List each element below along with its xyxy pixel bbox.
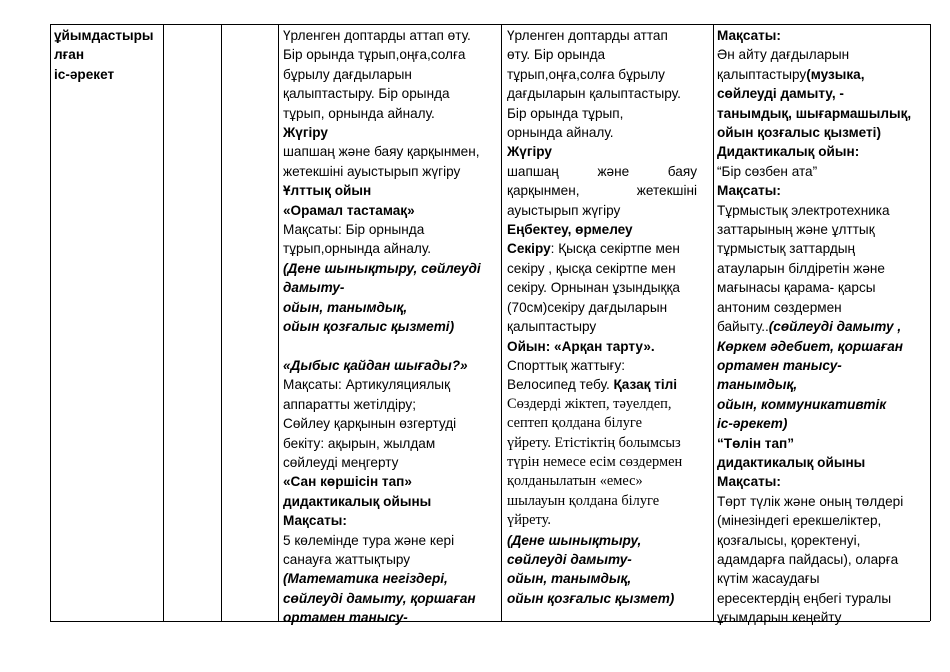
table-top-border [50,24,930,25]
text-line: “Бір сөзбен ата” [717,163,818,179]
text-line-bold-italic: Көркем әдебиет, қоршаған [717,338,903,354]
text-line: 5 көлемінде тура және кері [283,532,455,548]
day-plan-cell-1 [283,26,481,628]
text-line-bold-italic: дамыту- [283,280,345,296]
word: шапшаң [507,163,559,179]
text-line: тұрып, орнында айналу. [283,105,435,121]
text-line: тұрмыстық заттардың [717,241,856,257]
text-line: мағынасы қарама- қарсы [717,280,876,296]
text-line: санауға жаттықтыру [283,551,411,567]
text-line-bold: Мақсаты: [717,28,781,43]
text-line [507,239,697,258]
text-line [717,317,911,336]
activity-type-line: іс-әрекет [54,66,115,82]
text-line-bold: Еңбектеу, өрмелеу [507,222,633,238]
day-plan-cell-3 [717,26,911,628]
text-line: жетекшіні ауыстырып жүгіру [283,163,461,179]
text-line-justified [507,181,697,200]
text-line-bold: «Орамал тастамақ» [283,202,415,218]
text-line: қалыптастыру. Бір орында [283,86,450,102]
term-text: байыту.. [717,319,769,335]
text-line-bold: Жүгіру [283,125,328,141]
text-line: секіру. Орнынан ұзындыққа [507,280,680,296]
subject-label: (музыка, [806,66,865,82]
text-line-bold-italic: ортамен танысу- [283,610,408,626]
text-line: Мақсаты: Бір орнында [283,222,425,238]
text-line-bold: дидактикалық ойыны [283,493,432,509]
text-line: қалыптастыру [507,319,597,335]
text-line-bold: ойын қозғалыс қызметі) [717,125,881,141]
text-line-bold-italic: сөйлеуді дамыту, қоршаған [283,590,476,606]
text-line-bold: Мақсаты: [283,513,347,529]
text-line: Бір орында тұрып,оңға,солға [283,47,466,63]
activity-type-line: ұйымдастыры [54,28,154,43]
text-line: ауыстырып жүгіру [507,202,621,218]
text-line: қозғалысы, қоректенуі, [717,532,861,548]
text-line-bold-italic: ойын қозғалыс қызметі) [283,319,455,335]
text-line: сөйлеуді меңгерту [283,454,399,470]
term-text: : Қысқа секіртпе мен [550,241,680,257]
text-line-bold-italic: ортамен танысу- [717,357,842,373]
text-line: бекіту: ақырын, жылдам [283,435,436,451]
text-line [717,65,911,84]
text-line-bold: Ұлттық ойын [283,183,372,199]
text-line: күтім жасаудағы [717,571,820,587]
text-line-bold: “Төлін тап” [717,435,795,451]
text-line-serif: септеп қолдана білуге [507,415,642,432]
text-line [507,375,697,394]
blank-line [283,337,481,356]
text-line: Бір орында тұрып, [507,105,624,121]
text-line: Төрт түлік және оның төлдері [717,493,904,509]
text-line: атауларын білдіретін және [717,260,885,276]
text-line-bold: Мақсаты: [717,474,781,490]
text-line-bold-italic: ойын қозғалыс қызмет) [507,590,675,606]
word: баяу [667,163,697,179]
text-line-bold-italic: танымдық, [717,377,798,393]
text-line: (мінезіндегі ерекшеліктер, [717,513,882,529]
word: қарқынмен, [507,183,580,199]
text-line: дағдыларын қалыптастыру. [507,86,681,102]
text-line-bold-italic: ойын, танымдық, [507,571,632,587]
word: және [597,163,630,179]
activity-type-line: лған [54,47,85,63]
column-border [713,24,714,621]
text-line: орнында айналу. [507,125,614,141]
text-line: Ән айту дағдыларын [717,47,850,63]
text-line: Спорттық жаттығу: [507,357,626,373]
text-line: өту. Бір орында [507,47,606,63]
term-label: Секіру [507,241,551,257]
text-line-serif: үйрету. Етістіктің болымсыз [507,434,681,451]
text-line-bold: «Сан көршісін тап» [283,474,412,490]
text-line-serif: қолданылатын «емес» [507,473,643,490]
text-line: аппаратты жетілдіру; [283,396,416,412]
text-line-bold: Жүгіру [507,144,552,160]
text-line-serif: түрін немесе есім сөздермен [507,453,683,470]
text-line: Үрленген доптарды аттап [507,28,668,43]
text-line: (70см)секіру дағдыларын [507,299,668,315]
text-line-bold: Ойын: «Арқан тарту». [507,338,655,354]
text-line-bold: танымдық, шығармашылық, [717,105,912,121]
text-line-bold-italic: (Дене шынықтыру, сөйлеуді [283,260,481,276]
text-line-bold: сөйлеуді дамыту, - [717,86,844,102]
text-line: Сөйлеу қарқынын өзгертуді [283,416,457,432]
term-text: қалыптастыру [717,66,807,82]
term-text: Велосипед тебу. [507,377,614,393]
text-line-bold-italic: ойын, коммуникативтік [717,396,887,412]
activity-type-cell [54,26,154,84]
text-line-bold: Дидактикалық ойын: [717,144,860,160]
text-line-bold-italic: (Дене шынықтыру, [507,532,642,548]
column-border [50,24,51,621]
text-line: Мақсаты: Артикуляциялық [283,377,451,393]
text-line-justified [507,162,697,181]
text-line: антоним сөздермен [717,299,842,315]
day-plan-cell-2 [507,26,697,608]
text-line: шапшаң және баяу қарқынмен, [283,144,480,160]
word: жетекшіні [636,183,697,199]
text-line-bold-italic: «Дыбыс қайдан шығады?» [283,357,468,373]
text-line: тұрып,оңға,солға бұрылу [507,66,665,82]
text-line: ересектердің еңбегі туралы [717,590,892,606]
text-line: Тұрмыстық электротехника [717,202,890,218]
subject-label: (сөйлеуді дамыту , [768,319,902,335]
text-line-bold: дидактикалық ойыны [717,454,866,470]
text-line: бұрылу дағдыларын [283,66,412,82]
text-line-bold-italic: (Математика негіздері, [283,571,448,587]
text-line: адамдарға пайдасы), оларға [717,551,899,567]
column-border [278,24,279,621]
text-line-bold-italic: іс-әрекет) [717,416,788,432]
text-line: тұрып,орнында айналу. [283,241,432,257]
subject-label: Қазақ тілі [613,377,678,393]
text-line-bold-italic: ойын, танымдық, [283,299,408,315]
text-line: Үрленген доптарды аттап өту. [283,28,471,43]
column-border [501,24,502,621]
text-line: ұғымдарын кеңейту [717,610,842,626]
column-border [930,24,931,621]
text-line-serif: Сөздерді жіктеп, тәуелдеп, [507,395,672,412]
text-line: секіру , қысқа секіртпе мен [507,260,676,276]
text-line-serif: үйрету. [507,512,551,529]
text-line-bold-italic: сөйлеуді дамыту- [507,551,632,567]
text-line: заттарының және ұлттық [717,222,875,238]
text-line-serif: шылауын қолдана білуге [507,492,660,509]
text-line-bold: Мақсаты: [717,183,781,199]
column-border [163,24,164,621]
column-border [221,24,222,621]
